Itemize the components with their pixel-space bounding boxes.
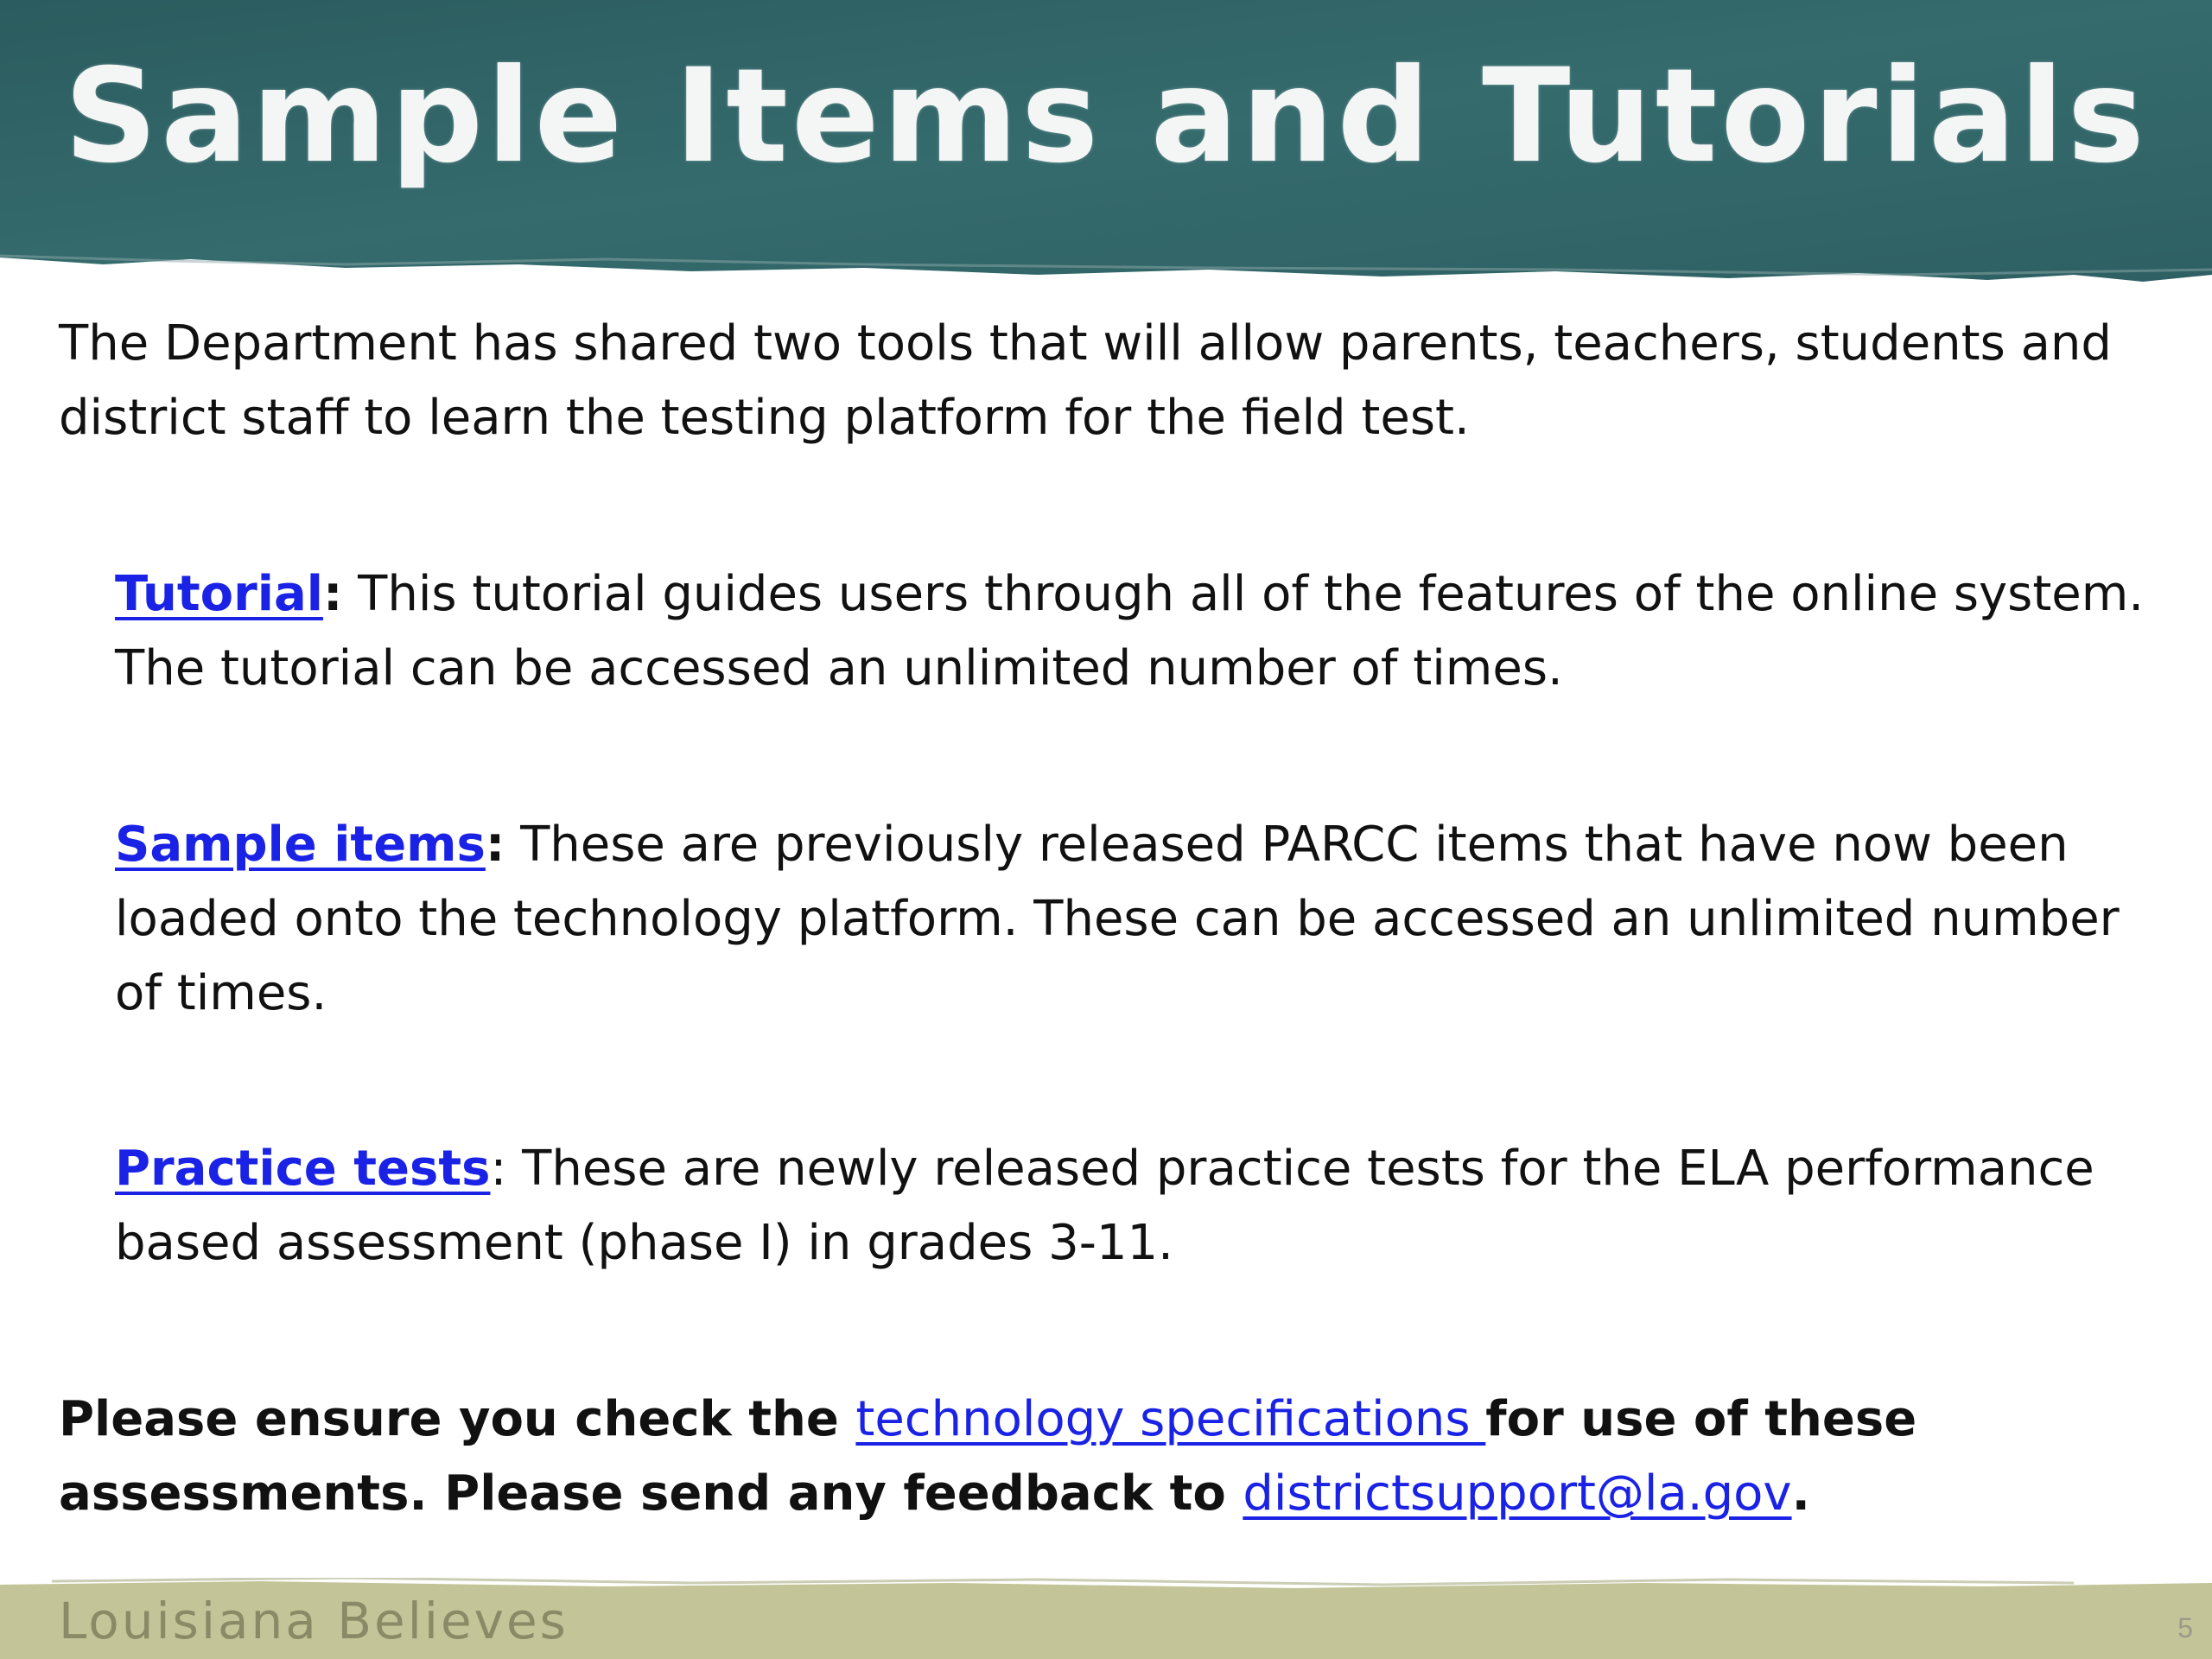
chalkboard-header xyxy=(0,0,2212,285)
practice-tests-description: These are newly released practice tests for the ELA performance based assessment (phase I) in grades 3-11. xyxy=(115,1141,2094,1271)
list-item-tutorial xyxy=(115,557,2154,706)
list-item-practice-tests xyxy=(115,1132,2154,1281)
item-separator: : xyxy=(490,1141,507,1197)
closing-middle: for use of these assessments. Please send any feedback to xyxy=(59,1391,1917,1522)
practice-tests-link[interactable]: Practice tests xyxy=(115,1141,491,1197)
footer-brand-text: Louisiana Believes xyxy=(59,1592,569,1650)
item-separator: : xyxy=(322,566,343,622)
tutorial-description: This tutorial guides users through all of the features of the online system. The tutorial can be accessed an unlimited number of times. xyxy=(115,566,2145,696)
list-item-sample-items xyxy=(115,808,2154,1031)
sample-items-link[interactable]: Sample items xyxy=(115,817,486,873)
page-number: 5 xyxy=(2177,1612,2193,1643)
tutorial-link[interactable]: Tutorial xyxy=(115,566,323,622)
intro-paragraph: The Department has shared two tools that will allow parents, teachers, students and district staff to learn the testing platform for the field test. xyxy=(59,315,2112,446)
slide-title: Sample Items and Tutorials xyxy=(64,41,2148,192)
sample-items-description: These are previously released PARCC items that have now been loaded onto the technology platform. These can be accessed an unlimited number of times. xyxy=(115,817,2120,1021)
closing-prefix: Please ensure you check the xyxy=(59,1391,856,1447)
item-separator: : xyxy=(485,817,505,873)
technology-specifications-link[interactable]: technology specifications xyxy=(855,1391,1486,1447)
email-link[interactable]: districtsupport@la.gov xyxy=(1243,1465,1792,1522)
footer-band xyxy=(0,1578,2212,1659)
closing-suffix: . xyxy=(1791,1465,1810,1522)
closing-paragraph xyxy=(59,1382,2150,1531)
